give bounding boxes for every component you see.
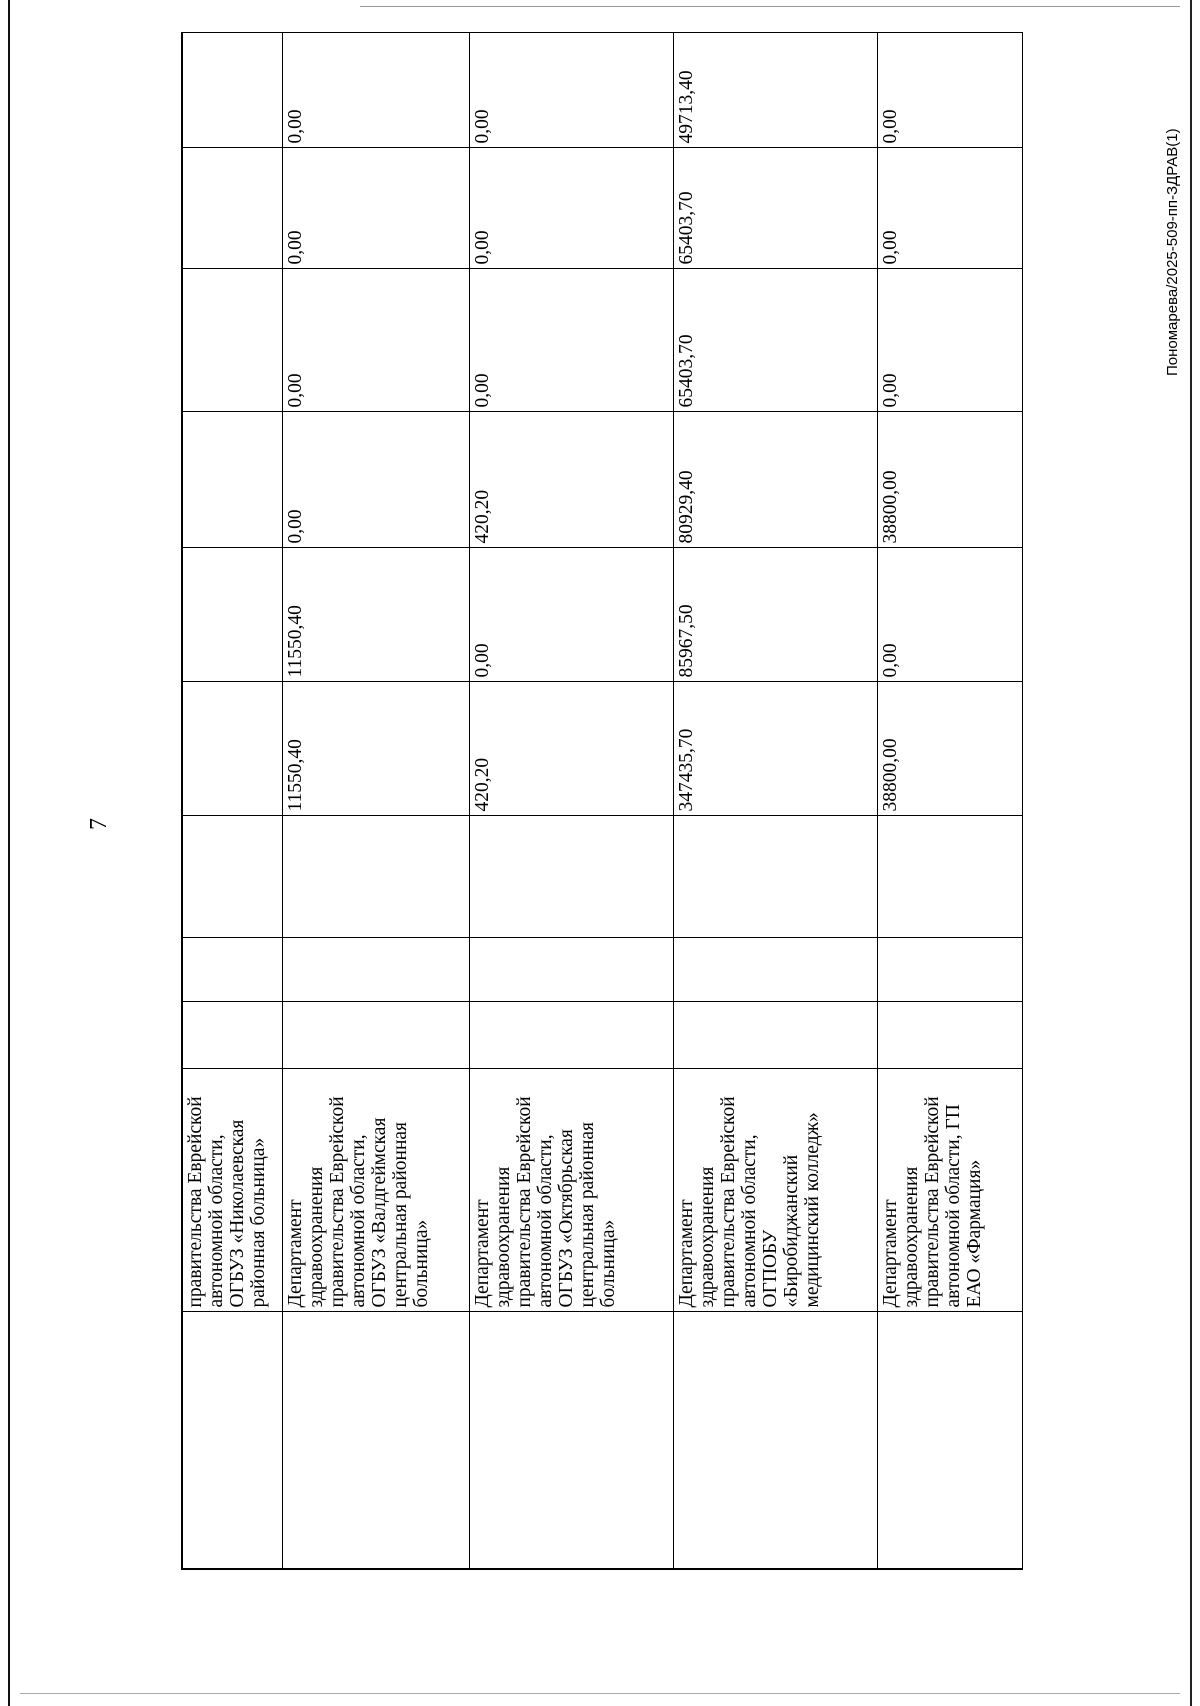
value-total: 420,20: [470, 682, 674, 816]
value-year-4: 0,00: [283, 148, 470, 269]
row-number-cell: [182, 1312, 283, 1569]
cell-col3: [673, 1002, 877, 1069]
cell-col4: [877, 938, 1022, 1002]
cell-col3: [283, 1002, 470, 1069]
table-row: [283, 33, 470, 1569]
executor-cell: Департамент здравоохранения правительства Еврейской автономной области, ГП ЕАО «Фармация»: [877, 1069, 1022, 1312]
cell-col3: [470, 1002, 674, 1069]
value-year-3: 0,00: [470, 269, 674, 412]
value-year-5: 0,00: [283, 33, 470, 148]
value-year-3: [182, 269, 283, 412]
value-year-2: 38800,00: [877, 412, 1022, 548]
value-year-5: 0,00: [470, 33, 674, 148]
value-total: [182, 682, 283, 816]
value-year-4: 65403,70: [673, 148, 877, 269]
cell-col5: [283, 816, 470, 938]
value-year-2: [182, 412, 283, 548]
row-number-cell: [283, 1312, 470, 1569]
value-year-2: 0,00: [283, 412, 470, 548]
cell-col4: [182, 938, 283, 1002]
value-year-2: 420,20: [470, 412, 674, 548]
value-year-5: 0,00: [877, 33, 1022, 148]
budget-table: [181, 33, 1023, 1571]
cell-col5: [877, 816, 1022, 938]
value-total: 347435,70: [673, 682, 877, 816]
value-year-1: 0,00: [470, 548, 674, 682]
cell-col3: [182, 1002, 283, 1069]
table-row: [877, 33, 1022, 1569]
row-number-cell: [470, 1312, 674, 1569]
row-number-cell: [877, 1312, 1022, 1569]
executor-cell: Департамент здравоохранения правительства Еврейской автономной области, ОГБУЗ «Октябрьская центральная районная больница»: [470, 1069, 674, 1312]
cell-col4: [673, 938, 877, 1002]
value-year-3: 0,00: [877, 269, 1022, 412]
value-year-1: 11550,40: [283, 548, 470, 682]
cell-col5: [182, 816, 283, 938]
value-year-3: 65403,70: [673, 269, 877, 412]
value-year-4: [182, 148, 283, 269]
value-total: 11550,40: [283, 682, 470, 816]
value-year-1: 0,00: [877, 548, 1022, 682]
row-number-cell: [673, 1312, 877, 1569]
cell-col5: [470, 816, 674, 938]
value-year-1: 85967,50: [673, 548, 877, 682]
value-year-5: [182, 33, 283, 148]
document-footer-id: Пономарева/2025-509-пп-ЗДРАВ(1): [1164, 128, 1181, 376]
page-number: 7: [86, 818, 112, 830]
executor-cell: Департамент здравоохранения правительства Еврейской автономной области, ОГБУЗ «Валдгеймская центральная районная больница»: [283, 1069, 470, 1312]
value-year-2: 80929,40: [673, 412, 877, 548]
cell-col4: [283, 938, 470, 1002]
cell-col3: [877, 1002, 1022, 1069]
value-total: 38800,00: [877, 682, 1022, 816]
cell-col5: [673, 816, 877, 938]
value-year-5: 49713,40: [673, 33, 877, 148]
cell-col4: [470, 938, 674, 1002]
value-year-4: 0,00: [470, 148, 674, 269]
executor-cell: правительства Еврейской автономной области, ОГБУЗ «Николаевская районная больница»: [182, 1069, 283, 1312]
value-year-3: 0,00: [283, 269, 470, 412]
table-row: [673, 33, 877, 1569]
value-year-4: 0,00: [877, 148, 1022, 269]
executor-cell: Департамент здравоохранения правительства Еврейской автономной области, ОГПОБУ «Биробиджанский медицинский колледж»: [673, 1069, 877, 1312]
table-row: [470, 33, 674, 1569]
table-row: [182, 33, 283, 1569]
value-year-1: [182, 548, 283, 682]
